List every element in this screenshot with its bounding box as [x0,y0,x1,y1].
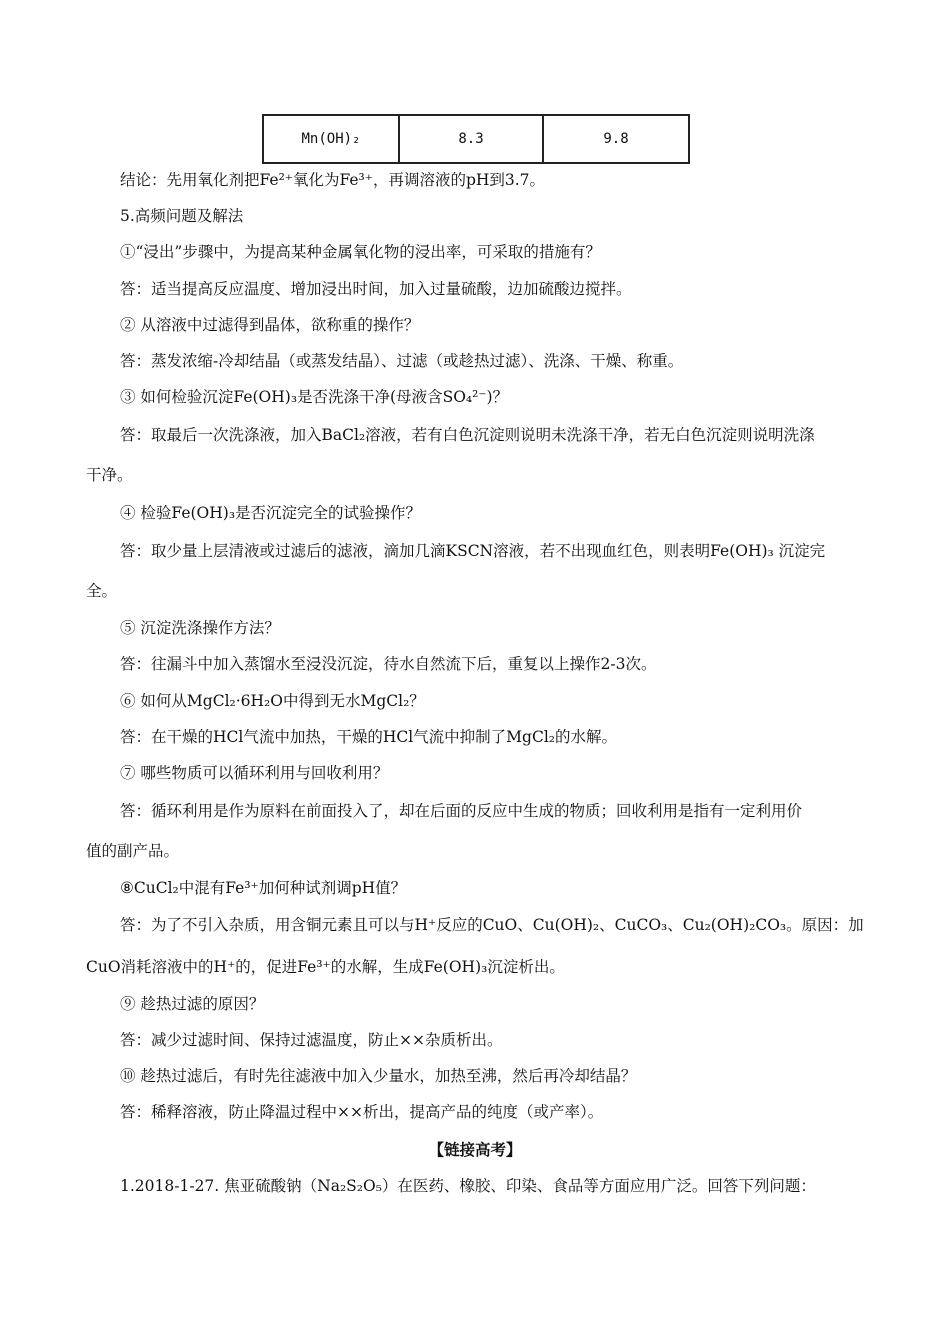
question-10: ⑩ 趁热过滤后，有时先往滤液中加入少量水，加热至沸，然后再冷却结晶？ [120,1067,637,1085]
table-cell-complete-ph: 9.8 [543,115,689,163]
answer-2: 答：蒸发浓缩-冷却结晶（或蒸发结晶）、过滤（或趁热过滤）、洗涤、干燥、称重。 [120,352,684,370]
table-cell-compound: Mn(OH)₂ [263,115,399,163]
question-3: ③ 如何检验沉淀Fe(OH)₃是否洗涤干净(母液含SO₄²⁻)？ [120,388,509,406]
ph-table [262,114,690,164]
answer-8-line-1: 答：为了不引入杂质，用含铜元素且可以与H⁺反应的CuO、Cu(OH)₂、CuCO₃、Cu₂(OH)₂CO₃。原因：加 [120,916,864,934]
question-5: ⑤ 沉淀洗涤操作方法？ [120,619,280,637]
question-9: ⑨ 趁热过滤的原因？ [120,995,265,1013]
section-title: 5.高频问题及解法 [120,207,244,225]
question-8: ⑧CuCl₂中混有Fe³⁺加何种试剂调pH值？ [120,879,407,897]
answer-3-line-2: 干净。 [86,466,133,484]
answer-8-line-2: CuO消耗溶液中的H⁺的，促进Fe³⁺的水解，生成Fe(OH)₃沉淀析出。 [86,958,565,976]
answer-5: 答：往漏斗中加入蒸馏水至浸没沉淀，待水自然流下后，重复以上操作2-3次。 [120,655,657,673]
heading-link-exam: 【链接高考】 [428,1141,522,1159]
conclusion-text: 结论：先用氧化剂把Fe²⁺氧化为Fe³⁺，再调溶液的pH到3.7。 [120,171,546,189]
answer-10: 答：稀释溶液，防止降温过程中××析出，提高产品的纯度（或产率）。 [120,1103,604,1121]
question-6: ⑥ 如何从MgCl₂·6H₂O中得到无水MgCl₂？ [120,692,425,710]
answer-7-line-1: 答：循环利用是作为原料在前面投入了，却在后面的反应中生成的物质；回收利用是指有一定利用价 [120,802,803,820]
table-cell-start-ph: 8.3 [399,115,543,163]
answer-4-line-1: 答：取少量上层清液或过滤后的滤液，滴加几滴KSCN溶液，若不出现血红色，则表明Fe(OH)₃ 沉淀完 [120,542,826,560]
table-row [263,115,689,163]
exam-question-1: 1.2018-1-27. 焦亚硫酸钠（Na₂S₂O₅）在医药、橡胶、印染、食品等方面应用广泛。回答下列问题： [120,1177,816,1195]
answer-6: 答：在干燥的HCl气流中加热，干燥的HCl气流中抑制了MgCl₂的水解。 [120,728,617,746]
question-7: ⑦ 哪些物质可以循环利用与回收利用？ [120,764,389,782]
question-2: ② 从溶液中过滤得到晶体，欲称重的操作？ [120,316,420,334]
answer-4-line-2: 全。 [86,582,118,600]
question-4: ④ 检验Fe(OH)₃是否沉淀完全的试验操作？ [120,504,422,522]
answer-1: 答：适当提高反应温度、增加浸出时间，加入过量硫酸，边加硫酸边搅拌。 [120,280,632,298]
answer-3-line-1: 答：取最后一次洗涤液，加入BaCl₂溶液，若有白色沉淀则说明未洗涤干净，若无白色沉淀则说明洗涤 [120,426,815,444]
answer-9: 答：减少过滤时间、保持过滤温度，防止××杂质析出。 [120,1031,503,1049]
answer-7-line-2: 值的副产品。 [86,842,180,860]
question-1: ①“浸出”步骤中，为提高某种金属氧化物的浸出率，可采取的措施有？ [120,243,601,261]
